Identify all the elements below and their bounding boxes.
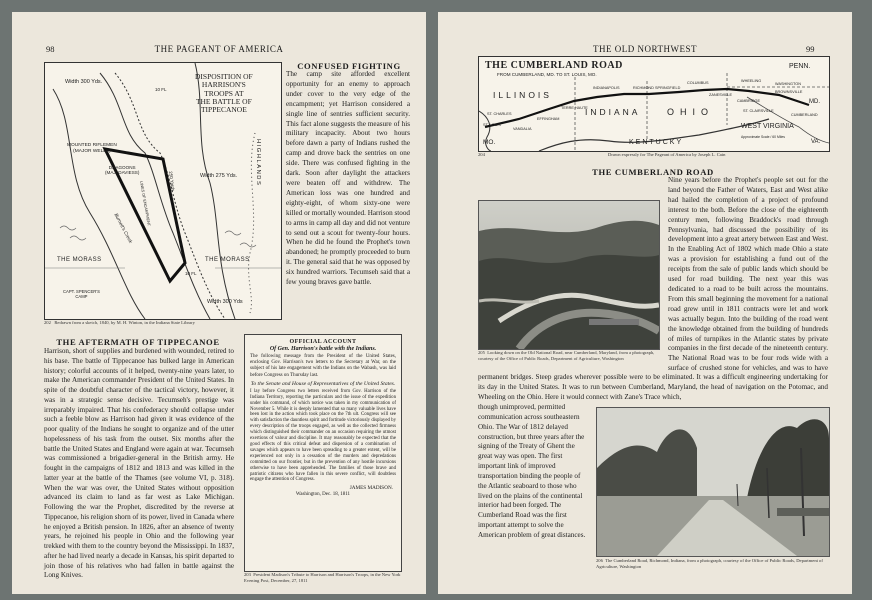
caption-text: Looking down on the Old National Road, near Cumberland, Maryland, from a photograph, courtesy of the Office of Public Roads, Department of Agriculture, Washington	[478, 350, 655, 361]
city-cambridge: CAMBRIDGE	[737, 99, 760, 103]
city-cumberland: CUMBERLAND	[791, 113, 818, 117]
road-map-caption-number: 204	[478, 152, 485, 157]
cumberland-intro-text	[478, 176, 828, 371]
city-wheeling: WHEELING	[741, 79, 762, 83]
official-account-address: To the Senate and House of Representatives of the United States.	[250, 380, 396, 387]
caption-number: 205	[478, 350, 485, 355]
official-account-dateline: Washington, Dec. 18, 1811	[295, 492, 351, 498]
photo1-float-spacer	[478, 196, 662, 371]
battle-map-title-line: DISPOSITION OF	[195, 72, 253, 81]
official-account-subheading: Of Gen. Harrison's battle with the Indians.	[269, 346, 377, 352]
fl-label-bottom: 10 FL	[185, 271, 197, 276]
photo2-caption	[596, 558, 828, 569]
cumberland-continued-text: permanent bridges. Steep grades wherever possible were to be eliminated. It was a difficult engineering undertaking for its day in the United States. It was to run between Cumberland, Maryland, the head of navigation on the Potomac, and Wheeling on the Ohio. Here it would connect with Zane's Trace which,	[478, 373, 828, 401]
city-brownsville: BROWNSVILLE	[775, 90, 803, 94]
mo-label: MO.	[483, 139, 496, 146]
mounted-riflemen-label-line: (MAJOR WELLS)	[73, 148, 111, 154]
fl-label-top: 10 FL	[155, 87, 167, 92]
city-washington: WASHINGTON	[775, 82, 801, 86]
battle-map	[44, 62, 282, 320]
road-map-scale: Approximate Scale / 60 Miles	[741, 135, 785, 139]
va-label: VA.	[811, 139, 821, 145]
road-map-title: THE CUMBERLAND ROAD	[485, 60, 623, 71]
official-account-caption	[244, 572, 402, 583]
battle-map-title-line: THE BATTLE OF	[195, 96, 252, 106]
aftermath-text: Harrison, short of supplies and burdened with wounded, retired to his base. The battle of Tippecanoe has bulked large in American history; colorful accounts of it helped, twenty-nine years later, to make the American commander President of the United States. In spite of the doubtful character of the tactical victory, however, it was in a strategic sense decisive. Tecumseh's prestige was irreparably impaired. That his confederacy should collapse under such a feeble blow as Harrison had given it was evidence of the poor quality of the Indians he sought to organize and of the utter hopelessness of his task from the outset. Six months after the battle the United States and England were again at war. Tecumseh was commissioned a brigadier-general in the British army. He fought in the campaigns of 1812 and 1813 and was killed in the latter year at the battle of the Thames (see volume VI, p. 318). When the war was over, the United States without opposition advanced its claim to land as far west as Lake Michigan. Following the war the Prophet, discredited by the reverse at Tippecanoe, his religion shorn of its power, lived in Canada where he enjoyed a British pension. In 1826, after an absence of twenty years, he rejoined his people in Ohio and the following year trekked with them to the country beyond the Mississippi. In 1837, after he had lived nearly a decade in Kansas, his spirit departed to join those of his relatives who had fallen in battle against the Long Knives.	[44, 347, 234, 580]
illinois-label: ILLINOIS	[493, 90, 552, 100]
city-richmond: RICHMOND	[633, 86, 654, 90]
city-zanesville: ZANESVILLE	[709, 93, 733, 97]
dragoons-label-line: (MAJ. DAVIESS)	[105, 170, 140, 176]
battle-map-caption	[44, 320, 284, 326]
penn-label: PENN.	[789, 63, 811, 70]
spencer-camp-label	[63, 289, 100, 299]
md-label: MD.	[809, 99, 820, 105]
spencer-camp-label-line: CAMP	[75, 294, 88, 299]
indiana-label: INDIANA	[585, 107, 641, 117]
official-account-signature: JAMES MADISON.	[349, 485, 393, 492]
cumberland-narrow-text: though unimproved, permitted communication across southeastern Ohio. The War of 1812 delayed construction, but three years after the signing of the Treaty of Ghent the great way was open. The first important link of improved transportation binding the people of the Atlantic seaboard to those who lived on the plains of the continental interior had been forged. The Cumberland Road was the first important attempt to solve the American problem of great distances.	[478, 403, 586, 539]
battle-map-title-line: TROOPS AT	[204, 88, 244, 98]
dragoons-label	[105, 165, 139, 176]
city-indianapolis: INDIANAPOLIS	[593, 86, 620, 90]
richmond-road-photo	[596, 407, 830, 557]
city-st-charles: ST. CHARLES	[487, 112, 512, 116]
city-terre-haute: TERRE HAUTE	[561, 106, 588, 110]
lines-note-label: LINES OF ENCAMPMENT	[139, 181, 151, 227]
morass-right-label: THE MORASS	[205, 257, 250, 263]
road-map-subtitle: FROM CUMBERLAND, MD. TO ST. LOUIS, MO.	[497, 72, 597, 77]
city-effingham: EFFINGHAM	[537, 117, 560, 121]
creek-label: Burnett's Creek	[112, 213, 133, 245]
city-st-louis: ST. LOUIS	[483, 123, 501, 127]
right-running-head: THE OLD NORTHWEST	[593, 44, 697, 54]
left-page	[12, 12, 426, 594]
cumberland-road-title: THE CUMBERLAND ROAD	[592, 167, 714, 177]
width-label-bottom: Width 300 Yds	[207, 299, 243, 305]
battle-map-title-line: TIPPECANOE	[200, 105, 247, 115]
morass-left-label: THE MORASS	[57, 257, 102, 263]
spencer-camp-label-line: CAPT. SPENCER'S	[63, 289, 100, 294]
yards-label: 250 Yards	[168, 171, 176, 192]
city-columbus: COLUMBUS	[687, 81, 709, 85]
battle-map-title-line: HARRISON'S	[201, 80, 246, 90]
mounted-riflemen-label-line: MOUNTED RIFLEMEN	[67, 143, 117, 148]
battle-map-title	[195, 73, 253, 114]
width-label-mid: Width 275 Yds.	[200, 173, 238, 179]
right-page	[438, 12, 852, 594]
kentucky-label: KENTUCKY	[629, 139, 684, 146]
caption-number: 206	[596, 558, 603, 563]
road-map-caption: Drawn expressly for The Pageant of America by Joseph L. Cain	[608, 152, 726, 157]
official-account-intro: The following message from the President of the United States, enclosing Gov. Harrison's two letters to the Secretary at War, on the subject of his late engagement with the Indians on the Wabash, was laid before Congress on Thursday last.	[250, 354, 396, 378]
richmond-road-photo-image	[597, 408, 829, 556]
right-page-number: 99	[806, 44, 815, 54]
mounted-riflemen-label	[67, 143, 117, 154]
highlands-label: HIGHLANDS	[255, 139, 261, 187]
city-st-clairsville: ST. CLAIRSVILLE	[743, 109, 774, 113]
caption-text: Redrawn from a sketch, 1840, by M. H. Winton, in the Indiana State Library	[54, 320, 195, 325]
confused-fighting-text: The camp site afforded excellent opportunity for an enemy to approach under cover to the very edge of the encampment; yet Harrison considered a single line of sentries sufficient security. This fact alone suggests the measure of his military incapacity. About two hours before dawn a party of Indians rushed the camp and drove back the sentries on one side. There was confused fighting in the dark. Soon after daylight the attackers were beaten off and withdrew. The American loss was one hundred and eighty-eight, of whom sixty-one were killed or mortally wounded. Harrison stood to arms in camp all day and did not venture to send out a scout for twenty-four hours. When he did he found the Prophet's town abandoned; he promptly proceeded to burn it. The general said that he was opposed by six hundred warriors. Tecumseh said that a few young braves gave battle.	[286, 70, 410, 287]
aftermath-title: THE AFTERMATH OF TIPPECANOE	[56, 337, 220, 347]
left-page-number: 98	[46, 44, 55, 54]
dragoons-label-line: DRAGOONS	[108, 165, 136, 170]
caption-text: The Cumberland Road, Richmond, Indiana, from a photograph, courtesy of the Office of Public Roads, Department of Agriculture, Washington	[596, 558, 823, 569]
official-account-heading: OFFICIAL ACCOUNT	[289, 339, 357, 345]
caption-text: President Madison's Tribute to Harrison and Harrison's Troops, in the New York Evening Post, December, 27, 1811	[244, 572, 401, 583]
caption-number: 203	[244, 572, 251, 577]
ohio-label: OHIO	[667, 107, 715, 117]
official-account-body: I lay before Congress two letters received from Gov. Harrison of the Indiana Territory, reporting the particulars and the issue of the expedition under his command, of which notice was taken in my communication of November 5. While it is deeply lamented that so many valuable lives have been lost in the action which took place on the 7th ult. Congress will see with satisfaction the dauntless spirit and fortitude victoriously displayed by every description of the troops engaged, as well as the collected firmness which distinguished their commander on an occasion requiring the utmost exertions of valour and discipline. It may reasonably be expected that the good effects of this critical defeat and dispersion of a combination of savages which appears to have been spreading to a greater extent, will be experienced not only in a cessation of the murders and depredations committed on our frontier, but in the prevention of any hostile incursions otherwise to have been apprehended. The families of those brave and patriotic citizens who have fallen in this severe conflict, will doubtless engage the attention of Congress.	[250, 388, 396, 483]
city-vandalia: VANDALIA	[513, 127, 532, 131]
caption-number: 202	[44, 320, 51, 325]
width-label-top: Width 300 Yds.	[65, 79, 103, 85]
confused-fighting-title: CONFUSED FIGHTING	[297, 61, 401, 71]
city-springfield: SPRINGFIELD	[655, 86, 681, 90]
west-virginia-label: WEST VIRGINIA	[741, 123, 794, 130]
official-account-clipping	[244, 334, 402, 572]
left-running-head: THE PAGEANT OF AMERICA	[154, 44, 284, 54]
cumberland-intro-body: Nine years before the Prophet's people set out for the land beyond the Father of Waters, East and West alike had hailed the completion of a project of profound interest to the both. Before the close of the eighteenth century men, following Braddock's road through Pennsylvania, had discussed the possibility of its development into a great artery between East and West. In the Enabling Act of 1802 which made Ohio a state was a provision for establishing a fund out of the receipts from the sale of public lands which should be used for road building. The next year this was dedicated to a road to be built across the mountains. From this small beginning the movement for a national road grew until in 1811 contracts were let and work was actually begun. Into the building of the road went the knowledge obtained from the building of hundreds of miles of turnpikes in the Atlantic states by private companies in the first decade of the nineteenth century. The National Road was to be four rods wide with a surface of crushed stone for vehicles, and was to have	[668, 176, 828, 371]
cumberland-road-map	[478, 56, 830, 152]
